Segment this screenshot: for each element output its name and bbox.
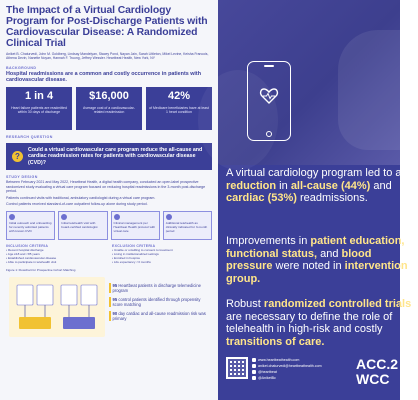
- study-flow: [6, 211, 212, 240]
- research-question-text: Could a virtual cardiovascular care program reduce the all-cause and cardiac readmission rates for patients with cardiovascular disease (CVD)?: [28, 147, 203, 166]
- inclusion-item: • Established cardiovascular disease: [6, 256, 106, 260]
- flow-step-icon: [61, 214, 67, 220]
- inclusion-label: INCLUSION CRITERIA: [6, 243, 49, 248]
- question-label: RESEARCH QUESTION: [6, 135, 53, 139]
- cohort-flowchart-icon: [9, 277, 105, 337]
- twitter-icon: [252, 370, 256, 374]
- figure-stat-bar: [109, 297, 111, 307]
- figure-stat-number: 95: [112, 282, 118, 288]
- heart-icon: [259, 86, 279, 106]
- acc-logo-line2: WCC: [356, 371, 390, 387]
- poster-right-panel: [218, 0, 412, 400]
- flow-step-icon: [114, 214, 120, 220]
- stat-value: 42%: [167, 90, 191, 102]
- figure-stat: [109, 283, 209, 293]
- poster-footer: [218, 353, 400, 400]
- figure: [6, 274, 212, 340]
- flow-step: [163, 211, 212, 240]
- stat-desc: Average cost of a cardiovascular-related readmission: [83, 106, 135, 115]
- smartphone-icon: [247, 61, 291, 141]
- flow-step-icon: [9, 214, 15, 220]
- stat-value: 1 in 4: [24, 90, 54, 102]
- design-text-3: Control patients received standard-of-care outpatient follow-up alone during study period.: [6, 202, 148, 207]
- contact-twitter[interactable]: @heartbeat: [252, 369, 322, 375]
- stat-desc: of Medicare beneficiaries have at least 1 heart condition: [149, 106, 209, 115]
- contact-list: [252, 357, 322, 381]
- mail-icon: [252, 364, 256, 368]
- poster-title: The Impact of a Virtual Cardiology Program for Post-Discharge Patients with Cardiovascular Disease: A Randomized Clinical Trial: [6, 5, 208, 49]
- conclusion-2: Improvements in patient education, functional status, and blood pressure were noted in intervention group.: [226, 235, 408, 285]
- design-text: Between February 2021 and May 2022, Heartbeat Health, a digital health company, conducted an open-label prospective randomized study evaluating a virtual care program focused on reducing hospital readmissions in the 3-month post-discharge period.: [6, 180, 206, 194]
- flow-step: [111, 211, 160, 240]
- stat-card: [6, 87, 72, 130]
- contact-website[interactable]: www.heartbeathealth.com: [252, 357, 322, 363]
- qr-code-icon[interactable]: [226, 357, 248, 379]
- flow-step-icon: [166, 214, 172, 220]
- figure-stat-bar: [109, 283, 111, 293]
- exclusion-item: • Unable or unwilling to consent to treatment: [112, 248, 212, 252]
- poster-authors: Aniket B. Chaturvedi, John M. Goldberg, Lindsay Mandelyan, Stacey Pond, Nayan Jain, Sarah Littleton, Mikel Levine, Keisha Francois, Athena Devin, Nanette Noyan, Hannah F. Truong, Jeffrey Wessler. Heartbeat Health, New York, NY: [6, 52, 209, 61]
- figure-stat-text: control patients identified through propensity score matching: [112, 296, 201, 307]
- contact-twitter-author[interactable]: @AniketBc: [252, 375, 322, 381]
- flow-step-text: Initial outreach and onboarding for recently admitted patients with known CVD: [9, 220, 52, 233]
- acc-logo-line1: ACC.2: [356, 356, 399, 372]
- phone-speaker-icon: [264, 65, 274, 67]
- conclusion-1: A virtual cardiology program led to a reduction in all-cause (44%) and cardiac (53%) readmissions.: [226, 167, 402, 204]
- research-question-box: [6, 143, 212, 170]
- exclusion-label: EXCLUSION CRITERIA: [112, 243, 156, 248]
- flow-step-text: Additional telehealth as clinically indicated for 3-month period: [165, 220, 208, 233]
- exclusion-criteria: [112, 244, 212, 264]
- figure-stat-bar: [109, 311, 111, 321]
- photo-shape: [338, 30, 408, 150]
- design-text-2: Patients continued visits with traditional, ambulatory cardiologist during a virtual care program.: [6, 195, 156, 200]
- phone-button-icon: [266, 131, 272, 137]
- inclusion-item: • Age ≥18 and <85 years: [6, 252, 106, 256]
- background-label: BACKGROUND: [6, 65, 37, 70]
- flow-step-text: Clinical management per Heartbeat Health protocol with virtual care: [113, 220, 156, 233]
- stat-card: [76, 87, 142, 130]
- exclusion-item: • Life expectancy <3 months: [112, 260, 212, 264]
- figure-stat-text: day cardiac and all-cause readmission risk was primary: [112, 310, 206, 321]
- stats-row: [6, 87, 212, 130]
- acc-logo: [356, 357, 406, 387]
- contact-email[interactable]: aniket.chaturvedi@heartbeathealth.com: [252, 363, 322, 369]
- figure-illustration: [9, 277, 105, 337]
- globe-icon: [252, 358, 256, 362]
- stat-desc: Heart failure patients are readmitted within 30 days of discharge: [11, 106, 67, 115]
- question-icon: ?: [12, 151, 23, 162]
- figure-stat-number: 90: [112, 310, 118, 316]
- inclusion-item: • Recent hospital discharge: [6, 248, 106, 252]
- figure-stat-text: Heartbeat patients in discharge telemedicine program: [112, 282, 201, 293]
- exclusion-item: • Enrolled in hospice: [112, 256, 212, 260]
- figure-stat: [109, 297, 209, 307]
- inclusion-item: • Able to participate in telehealth visit: [6, 260, 106, 264]
- figure-stat: [109, 311, 209, 321]
- inclusion-criteria: [6, 244, 106, 264]
- flow-step-text: Initial telehealth visit with board-certified cardiologist: [61, 220, 98, 229]
- figure-caption: Figure 1: Flowchart for Prospective Cohort Matching: [6, 267, 76, 272]
- twitter-icon: [252, 376, 256, 380]
- figure-stats: [109, 277, 209, 337]
- flow-step: [6, 211, 55, 240]
- stat-value: $16,000: [89, 90, 129, 102]
- design-label: STUDY DESIGN: [6, 175, 38, 179]
- flow-step: [58, 211, 107, 240]
- criteria-row: [6, 244, 212, 264]
- figure-stat-number: 95: [112, 296, 118, 302]
- conclusion-3: Robust randomized controlled trials are necessary to define the role of telehealth in high-risk and costly transitions of care.: [226, 298, 412, 348]
- exclusion-item: • Living in institutionalized settings: [112, 252, 212, 256]
- background-text: Hospital readmissions are a common and costly occurrence in patients with cardiovascular disease.: [6, 70, 202, 83]
